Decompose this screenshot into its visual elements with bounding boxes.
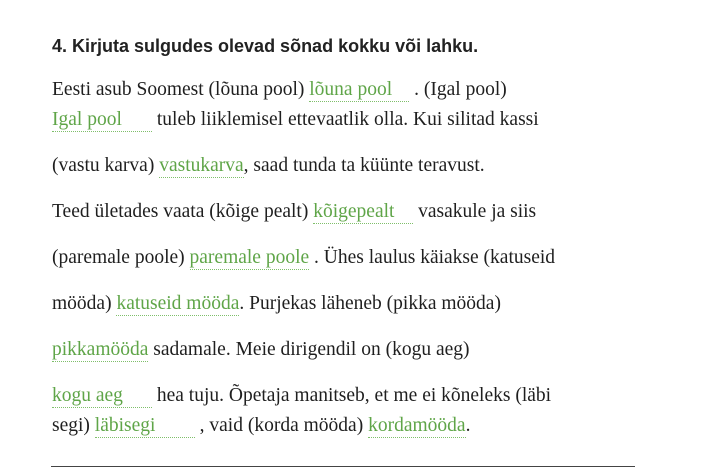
text-line-3	[52, 154, 485, 178]
answer-field-kogu-aeg[interactable]: kogu aeg	[52, 385, 152, 408]
answer-field-koigepealt[interactable]: kõigepealt	[313, 201, 413, 224]
sentence-text: .	[465, 415, 471, 436]
answer-field-kordamooda[interactable]: kordamööda	[368, 415, 466, 436]
sentence-text: , saad tunda ta küünte teravust.	[243, 155, 485, 176]
sentence-text: Eesti asub Soomest (lõuna pool)	[52, 79, 310, 100]
answer-field-labisegi[interactable]: läbisegi	[95, 415, 195, 438]
text-line-8	[52, 384, 551, 408]
sentence-text: (vastu karva)	[52, 155, 160, 176]
text-line-6	[52, 292, 501, 316]
text-line-1	[52, 78, 507, 102]
sentence-text: sadamale. Meie dirigendil on (kogu aeg)	[148, 339, 470, 360]
task-title: 4. Kirjuta sulgudes olevad sõnad kokku või lahku.	[52, 36, 479, 56]
text-line-9	[52, 414, 470, 438]
answer-field-igal-pool[interactable]: Igal pool	[52, 109, 152, 132]
sentence-text: Teed ületades vaata (kõige pealt)	[52, 201, 314, 222]
text-line-4	[52, 200, 536, 224]
answer-field-vastukarva[interactable]: vastukarva	[159, 155, 244, 176]
sentence-text: . (Igal pool)	[409, 79, 507, 100]
answer-field-pikkamooda[interactable]: pikkamööda	[52, 339, 149, 360]
sentence-text: mööda)	[52, 293, 117, 314]
text-line-5	[52, 246, 555, 270]
bottom-divider	[51, 466, 635, 467]
sentence-text: vasakule ja siis	[413, 201, 537, 222]
sentence-text: . Ühes laulus käiakse (katuseid	[309, 247, 556, 268]
sentence-text: (paremale poole)	[52, 247, 190, 268]
text-line-7	[52, 338, 470, 362]
sentence-text: hea tuju. Õpetaja manitseb, et me ei kõneleks (läbi	[152, 385, 552, 406]
sentence-text: , vaid (korda mööda)	[194, 415, 369, 436]
sentence-text: segi)	[52, 415, 95, 436]
sentence-text: . Purjekas läheneb (pikka mööda)	[239, 293, 501, 314]
answer-field-paremale-poole[interactable]: paremale poole	[189, 247, 310, 268]
answer-field-katuseid-mooda[interactable]: katuseid mööda	[116, 293, 240, 314]
sentence-text: tuleb liiklemisel ettevaatlik olla. Kui silitad kassi	[152, 109, 539, 130]
text-line-2	[52, 108, 539, 132]
answer-field-louna-pool[interactable]: lõuna pool	[309, 79, 409, 102]
